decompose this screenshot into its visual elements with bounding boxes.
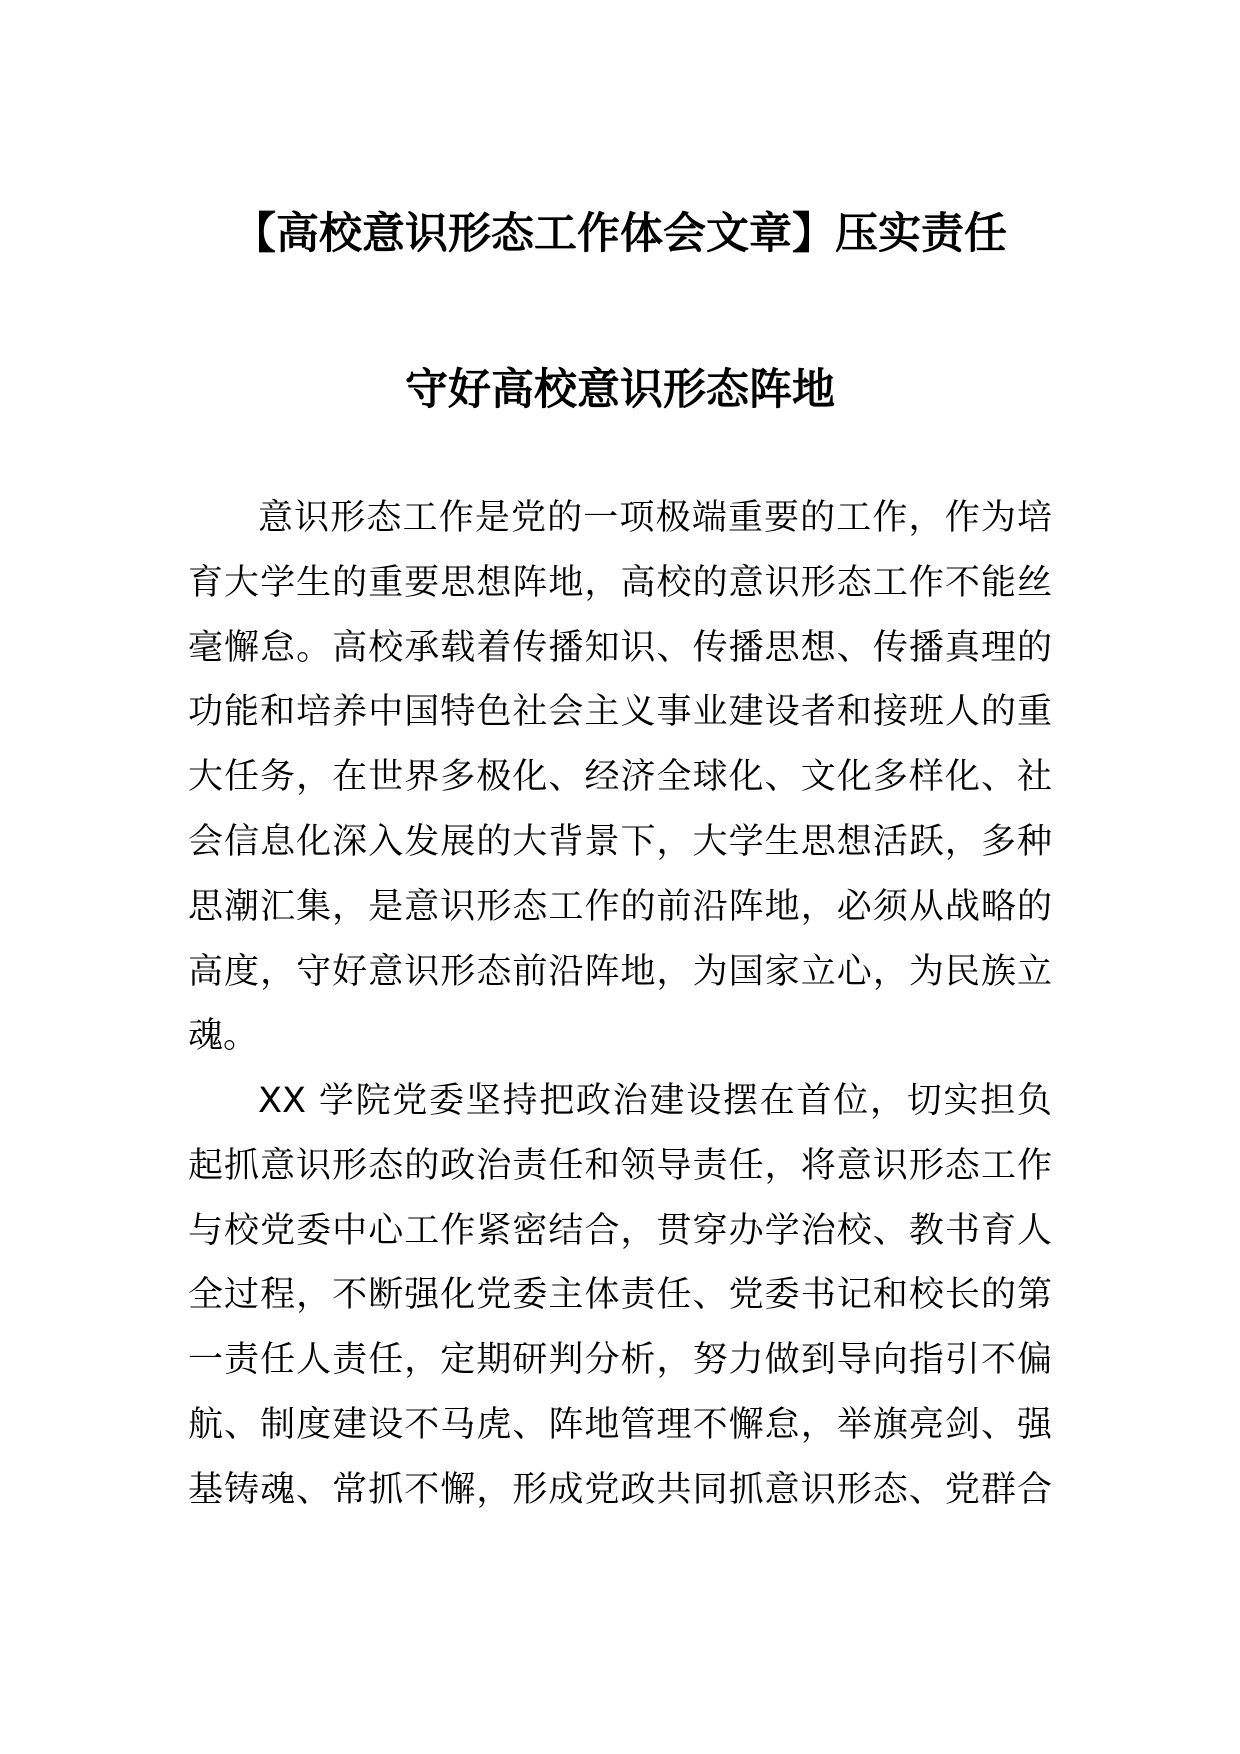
paragraph-line: 育大学生的重要思想阵地，高校的意识形态工作不能丝 xyxy=(188,562,1052,603)
paragraph-line: 航、制度建设不马虎、阵地管理不懈怠，举旗亮剑、强 xyxy=(188,1404,1052,1445)
paragraph-line: 思潮汇集，是意识形态工作的前沿阵地，必须从战略的 xyxy=(188,886,1052,927)
paragraph-line: 基铸魂、常抓不懈，形成党政共同抓意识形态、党群合 xyxy=(188,1469,1052,1510)
paragraph-line: 全过程，不断强化党委主体责任、党委书记和校长的第 xyxy=(188,1275,1052,1316)
paragraph-line: 意识形态工作是党的一项极端重要的工作，作为培 xyxy=(258,498,1052,538)
paragraph-2 xyxy=(188,1069,1052,1523)
paragraph-1 xyxy=(188,486,1052,1069)
document-title-line-2: 守好高校意识形态阵地 xyxy=(405,365,835,415)
document-title-line-1: 【高校意识形态工作体会文章】压实责任 xyxy=(233,209,1007,259)
paragraph-line: 高度，守好意识形态前沿阵地，为国家立心，为民族立 xyxy=(188,951,1052,992)
paragraph-line: XX 学院党委坚持把政治建设摆在首位，切实担负 xyxy=(258,1081,1052,1121)
paragraph-line: 魂。 xyxy=(188,1016,259,1057)
paragraph-line: 与校党委中心工作紧密结合，贯穿办学治校、教书育人 xyxy=(188,1210,1052,1251)
paragraph-line: 会信息化深入发展的大背景下，大学生思想活跃，多种 xyxy=(188,821,1052,862)
paragraph-line: 功能和培养中国特色社会主义事业建设者和接班人的重 xyxy=(188,692,1052,733)
paragraph-line: 毫懈怠。高校承载着传播知识、传播思想、传播真理的 xyxy=(188,627,1052,668)
paragraph-line: 大任务，在世界多极化、经济全球化、文化多样化、社 xyxy=(188,757,1052,798)
paragraph-line: 起抓意识形态的政治责任和领导责任，将意识形态工作 xyxy=(188,1145,1052,1186)
paragraph-line: 一责任人责任，定期研判分析，努力做到导向指引不偏 xyxy=(188,1340,1052,1381)
